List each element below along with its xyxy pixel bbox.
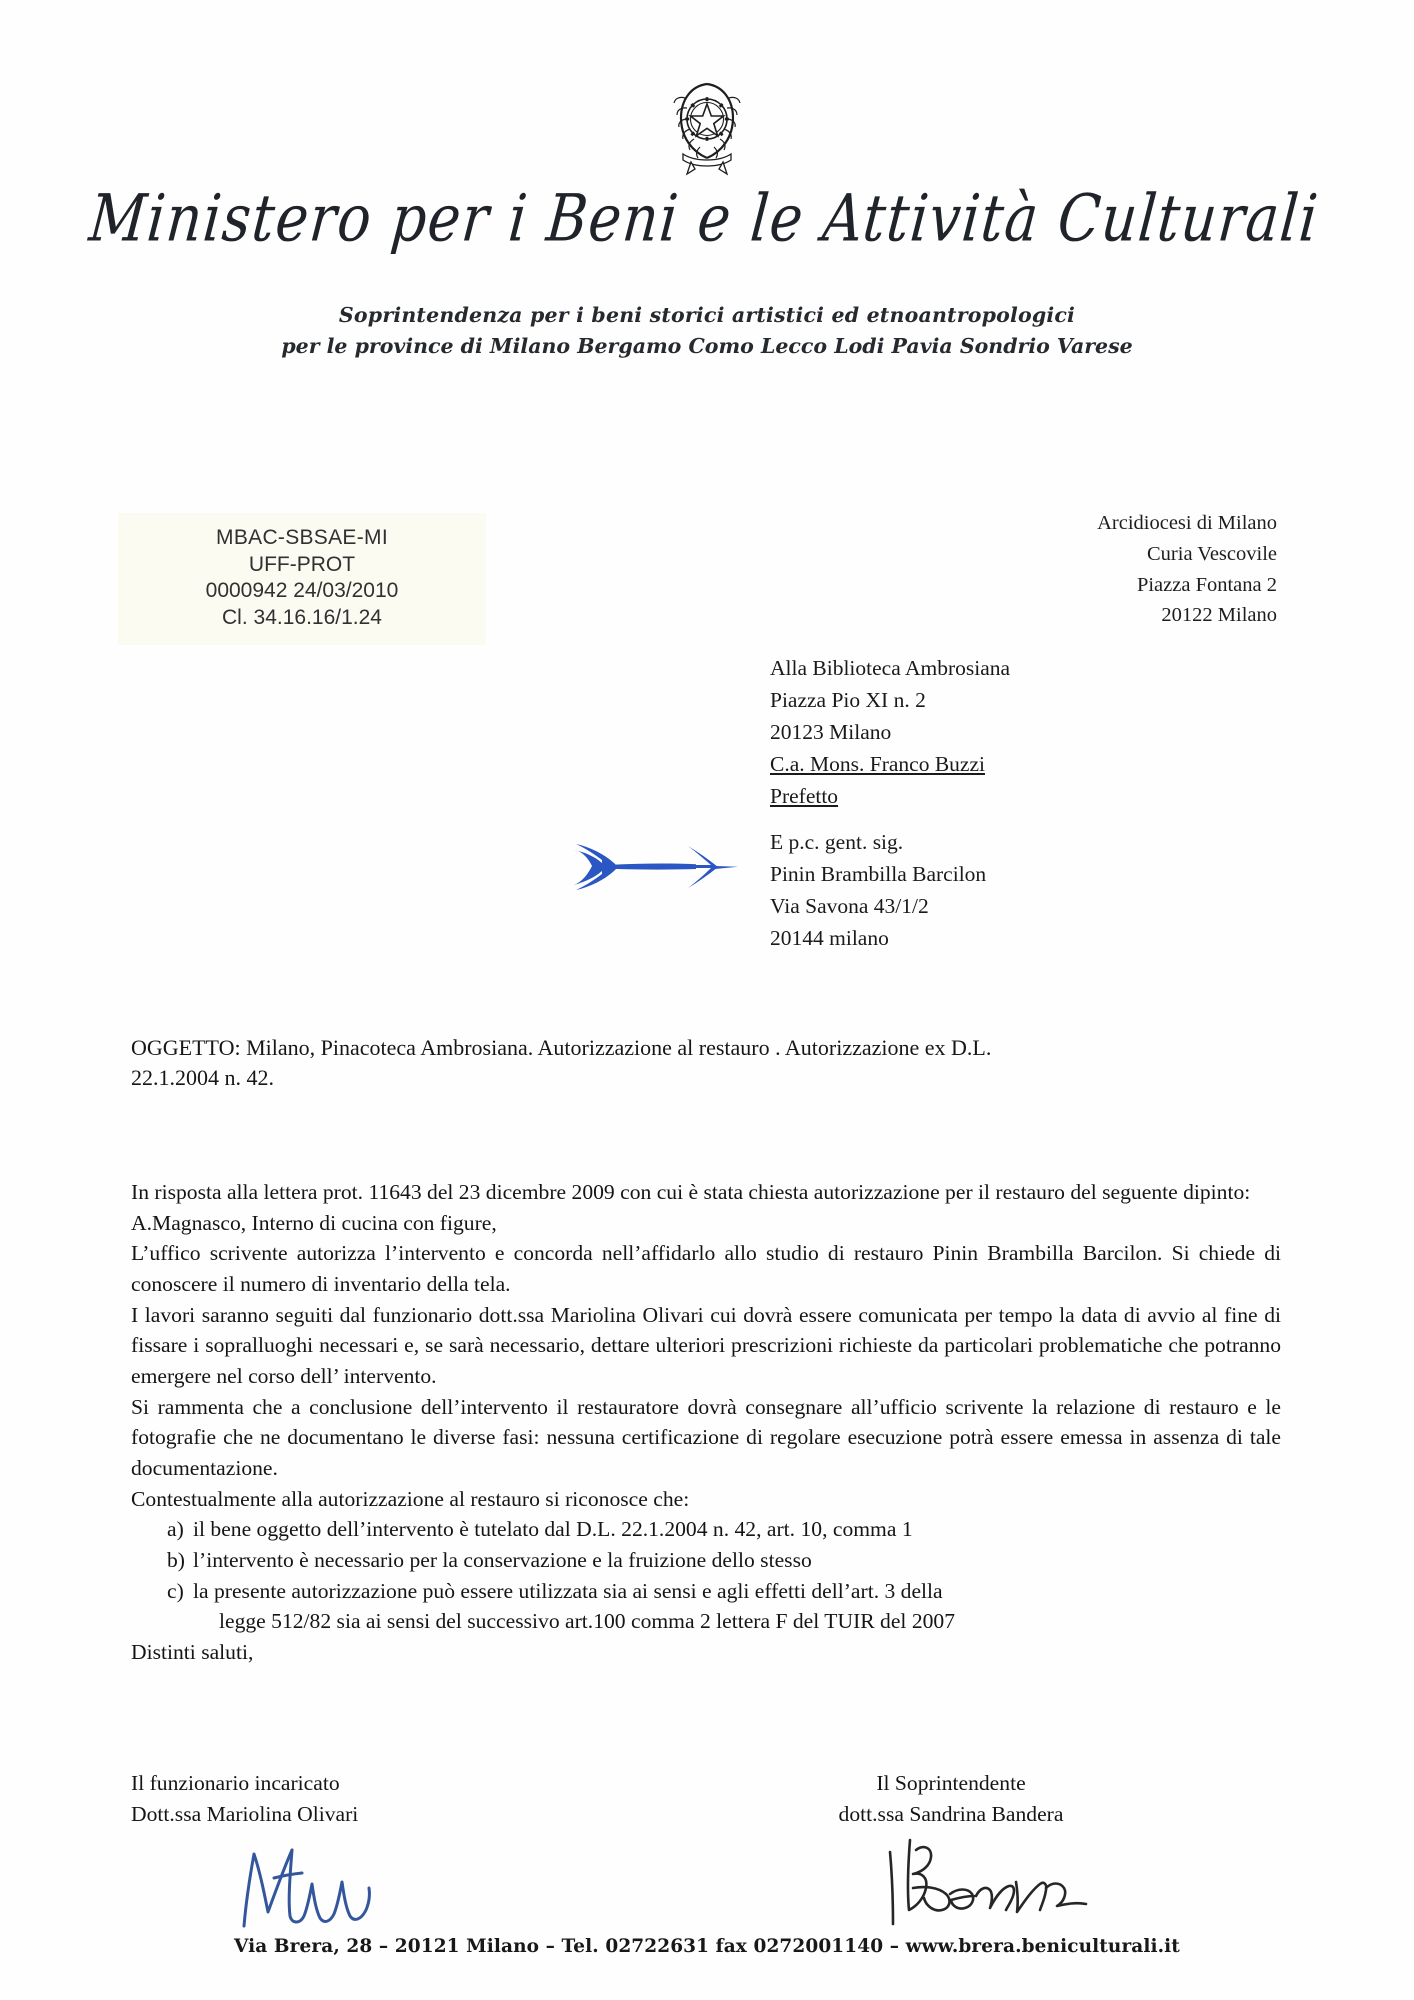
cc-line3: Via Savona 43/1/2 [770,894,929,919]
stamp-line-number-date: 0000942 24/03/2010 [205,579,399,603]
recipient-address-block [770,652,1010,812]
subject-block [131,1033,1291,1094]
list-item [131,1545,1281,1576]
closing-salutation: Distinti saluti, [131,1639,254,1664]
stamp-line-office: MBAC-SBSAE-MI [216,526,388,549]
handwritten-signature-bandera-icon [880,1832,1105,1932]
ministry-title-script: Ministero per i Beni e le Attività Culturali [86,180,1322,256]
carbon-copy-block [770,826,986,954]
sender-address-line2: Curia Vescovile [1147,542,1277,565]
conditions-list [131,1514,1281,1637]
signature-left-name: Dott.ssa Mariolina Olivari [131,1801,359,1826]
stamp-line-classification: Cl. 34.16.16/1.24 [222,605,382,629]
office-subtitle-line1: Soprintendenza per i beni storici artistici ed etnoantropologici [338,303,1076,327]
body-paragraph-4: I lavori saranno seguiti dal funzionario dott.ssa Mariolina Olivari cui dovrà essere comunicata per tempo la data di avvio al fine di fissare i sopralluoghi necessari e, se sarà necessario, dettare ulteriori prescrizioni richieste da particolari problematiche che potranno emergere nel corso dell’ intervento. [131,1302,1281,1388]
sender-address-line3: Piazza Fontana 2 [1136,573,1277,596]
body-paragraph-1: In risposta alla lettera prot. 11643 del 23 dicembre 2009 con cui è stata chiesta autorizzazione per il restauro del seguente dipinto: [131,1180,1251,1204]
body-paragraph-3: L’uffico scrivente autorizza l’intervento e concorda nell’affidarlo allo studio di restauro Pinin Brambilla Barcilon. Si chiede di conoscere il numero di inventario della tela. [131,1241,1281,1296]
subject-line1: OGGETTO: Milano, Pinacoteca Ambrosiana. Autorizzazione al restauro . Autorizzazione ex D.L. [131,1035,992,1060]
sender-address-line4: 20122 Milano [1161,604,1277,627]
letter-body [131,1177,1281,1668]
list-text-c-continuation: legge 512/82 sia ai sensi del successivo art.100 comma 2 lettera F del TUIR del 2007 [219,1609,956,1634]
list-marker-b: b) [167,1547,185,1572]
list-text-c: la presente autorizzazione può essere utilizzata sia ai sensi e agli effetti dell’art. 3 della [193,1578,943,1603]
page-footer: Via Brera, 28 – 20121 Milano – Tel. 02722631 fax 0272001140 – www.brera.beniculturali.it [234,1936,1180,1957]
list-item [131,1514,1281,1545]
sender-address-block [1097,508,1277,631]
office-subtitle [0,300,1414,362]
list-item [131,1576,1281,1637]
body-paragraph-2: A.Magnasco, Interno di cucina con figure, [131,1210,497,1235]
cc-line4: 20144 milano [770,926,889,951]
office-subtitle-line2: per le province di Milano Bergamo Como Lecco Lodi Pavia Sondrio Varese [281,333,1133,358]
cc-line1: E p.c. gent. sig. [770,830,904,854]
recipient-line1: Alla Biblioteca Ambrosiana [770,656,1011,680]
signature-block-right [691,1768,1211,1829]
recipient-attention-line: C.a. Mons. Franco Buzzi [770,752,985,777]
subject-line2: 22.1.2004 n. 42. [131,1065,274,1091]
signature-right-name: dott.ssa Sandrina Bandera [838,1801,1064,1826]
recipient-role-line: Prefetto [770,784,839,809]
body-paragraph-6: Contestualmente alla autorizzazione al restauro si riconosce che: [131,1486,690,1511]
emblem-container [0,72,1414,182]
signature-left-title: Il funzionario incaricato [131,1771,340,1795]
blue-arrow-annotation-icon [572,838,740,896]
signature-block-left [131,1768,691,1829]
protocol-stamp [118,513,486,645]
list-marker-a: a) [167,1517,184,1542]
handwritten-signature-olivari-icon [230,1840,380,1932]
signature-right-title: Il Soprintendente [876,1771,1026,1795]
recipient-line3: 20123 Milano [770,720,892,745]
recipient-line2: Piazza Pio XI n. 2 [770,688,926,713]
stamp-line-unit: UFF-PROT [248,552,356,576]
signature-row [131,1768,1291,1829]
list-text-b: l’intervento è necessario per la conservazione e la fruizione dello stesso [193,1547,812,1572]
cc-line2: Pinin Brambilla Barcilon [770,862,987,887]
sender-address-line1: Arcidiocesi di Milano [1097,512,1277,534]
body-paragraph-5: Si rammenta che a conclusione dell’intervento il restauratore dovrà consegnare all’ufficio scrivente la relazione di restauro e le fotografie che ne documentano le diverse fasi: nessuna certificazione di regolare esecuzione potrà essere emessa in assenza di tale documentazione. [131,1394,1281,1480]
list-marker-c: c) [167,1578,184,1603]
list-text-a: il bene oggetto dell’intervento è tutelato dal D.L. 22.1.2004 n. 42, art. 10, comma 1 [193,1517,913,1542]
italian-republic-emblem-icon [661,72,753,182]
